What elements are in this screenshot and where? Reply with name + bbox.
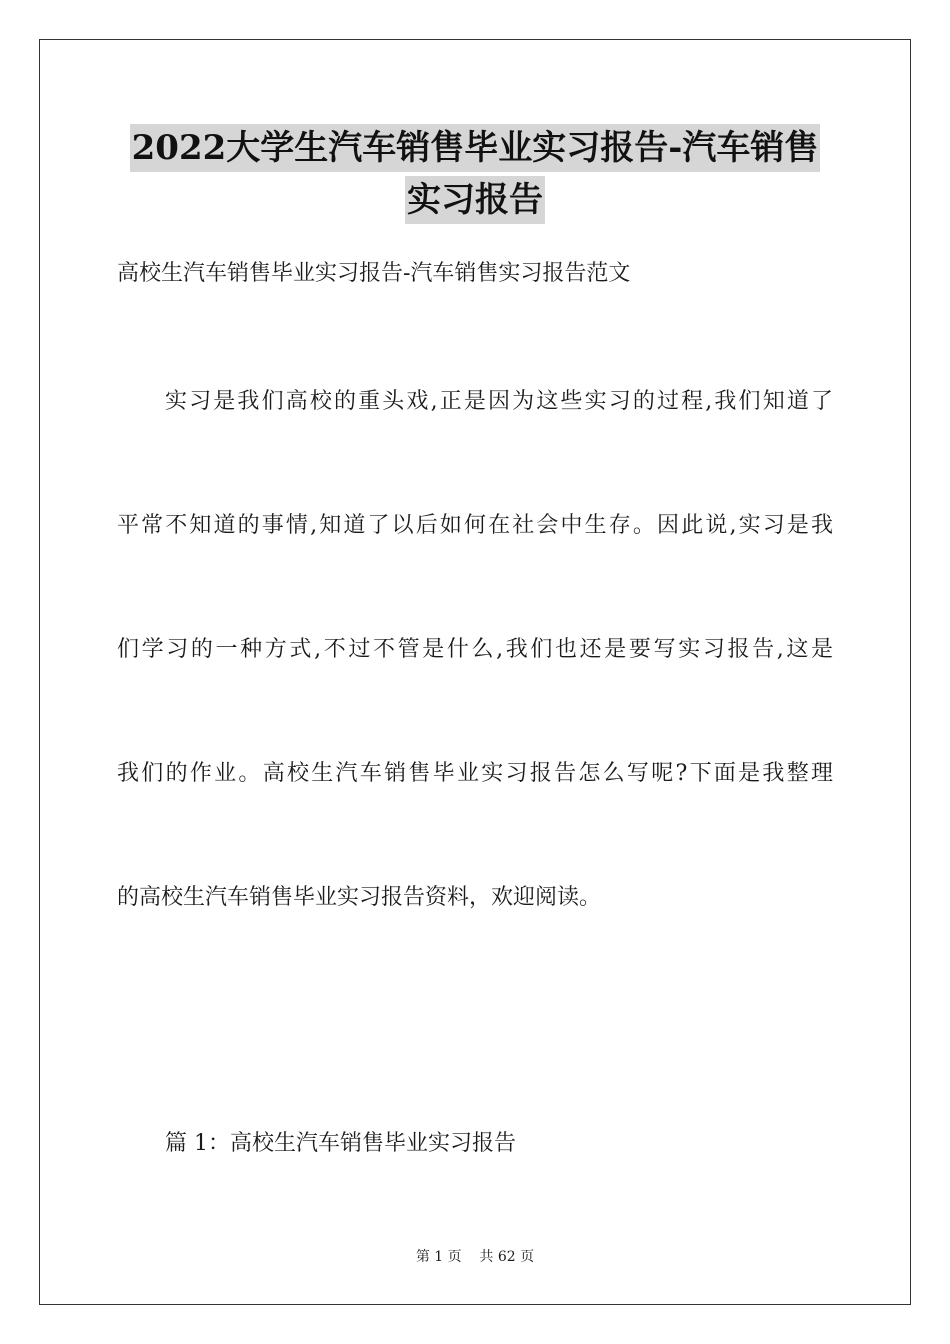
title-line-1: 2022大学生汽车销售毕业实习报告-汽车销售 [130, 124, 821, 172]
paragraph-line-5: 的高校生汽车销售毕业实习报告资料，欢迎阅读。 [117, 885, 602, 910]
title-line-2: 实习报告 [405, 176, 545, 224]
page-border [39, 39, 911, 1305]
paragraph-line-3: 们学习的一种方式,不过不管是什么,我们也还是要写实习报告,这是 [117, 637, 833, 662]
document-subtitle: 高校生汽车销售毕业实习报告-汽车销售实习报告范文 [117, 261, 631, 286]
paragraph-line-2: 平常不知道的事情,知道了以后如何在社会中生存。因此说,实习是我 [117, 513, 833, 538]
paragraph-line-4: 我们的作业。高校生汽车销售毕业实习报告怎么写呢?下面是我整理 [117, 761, 833, 786]
paragraph-line-1: 实习是我们高校的重头戏,正是因为这些实习的过程,我们知道了 [165, 389, 833, 414]
page-number-label: 第 1 页 共 62 页 [415, 1249, 535, 1265]
page-footer [0, 1248, 950, 1266]
document-title [0, 124, 950, 224]
section-heading: 篇 1：高校生汽车销售毕业实习报告 [165, 1131, 516, 1156]
